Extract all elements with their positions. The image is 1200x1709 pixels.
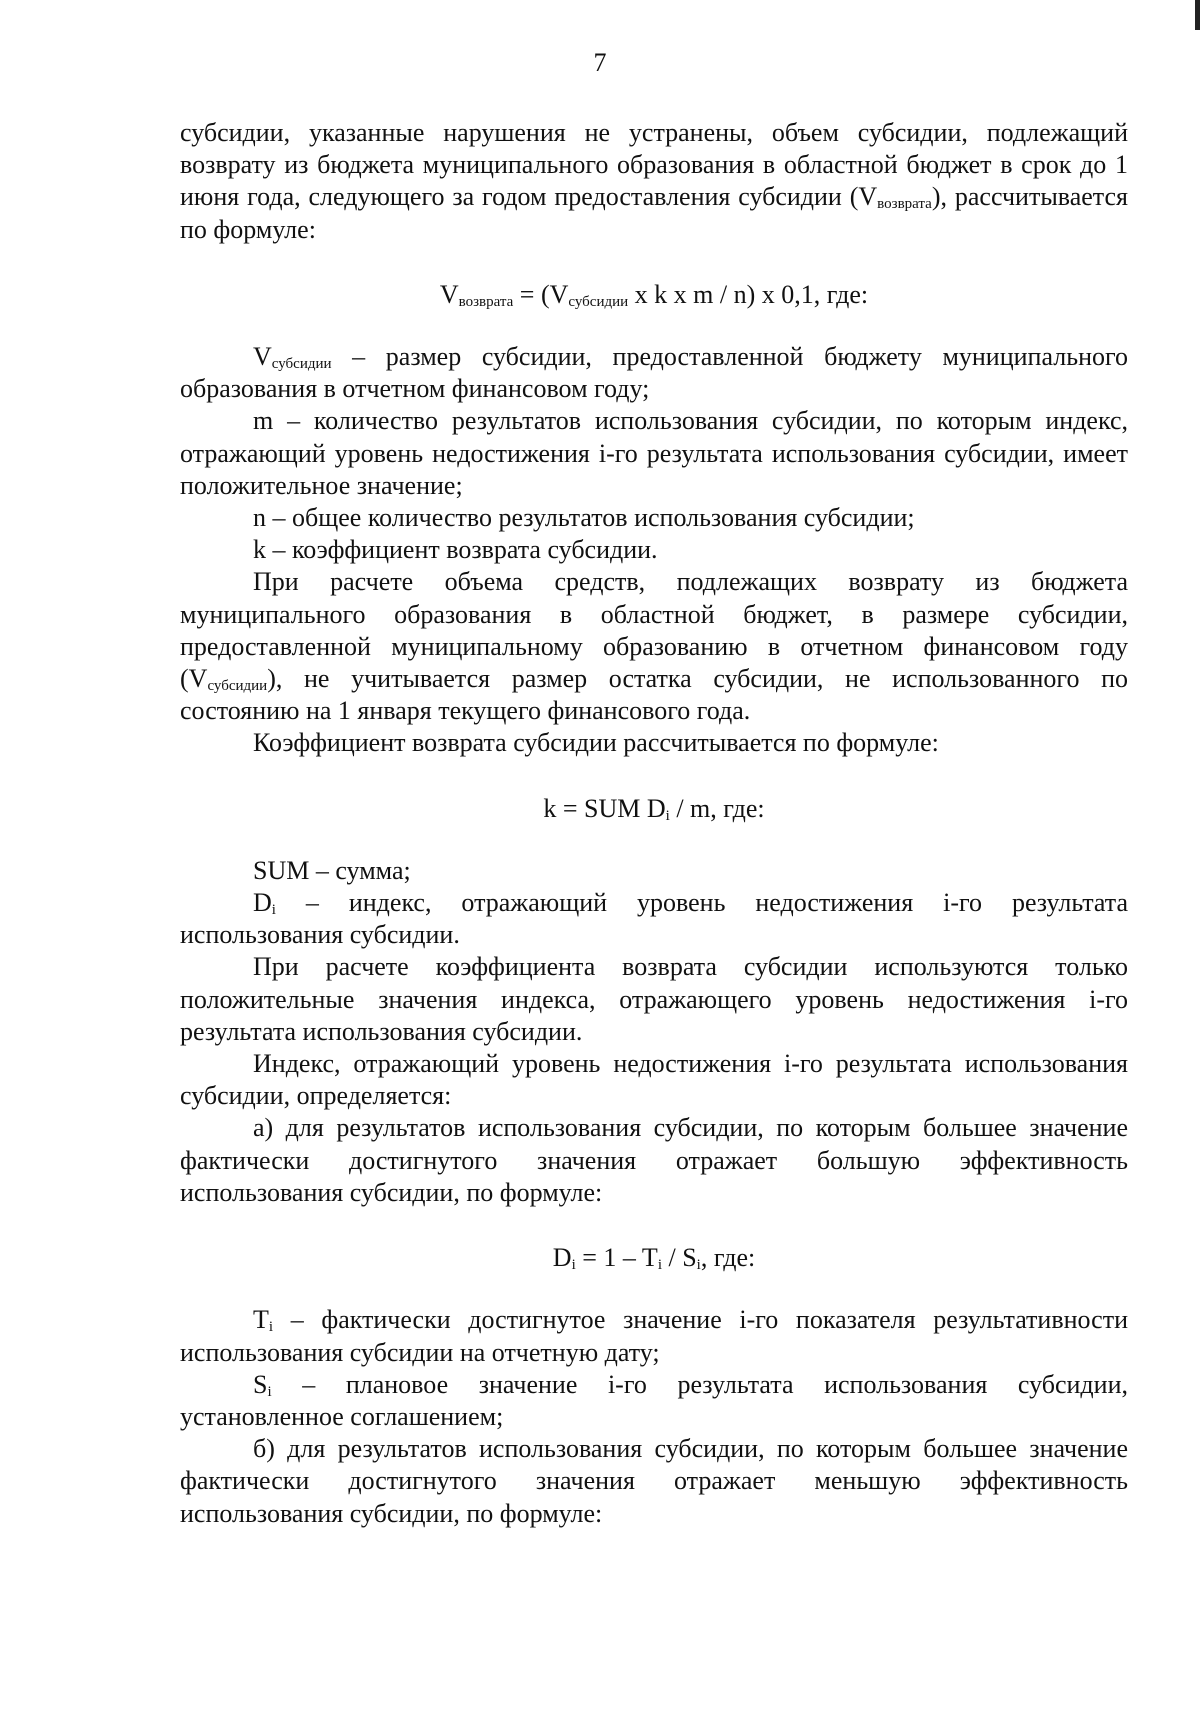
text-run: – плановое значение i-го результата использования субсидии, установленное соглашением; xyxy=(180,1369,1128,1431)
text-run: , где: xyxy=(700,1243,756,1273)
subscript-text: субсидии xyxy=(207,678,268,695)
paragraph xyxy=(180,1304,1128,1368)
subscript-text: i xyxy=(665,807,670,824)
text-run: – индекс, отражающий уровень недостижения i-го результата использования субсидии. xyxy=(180,888,1128,950)
text-run: D xyxy=(253,888,272,918)
text-run: V xyxy=(253,342,272,372)
text-run: При расчете объема средств, подлежащих возврату из бюджета муниципального образования в областной бюджет, в размере субсидии, предоставленной муниципальному образованию в отчетном финансовом году (V xyxy=(180,567,1128,694)
subscript-text: возврата xyxy=(877,196,932,213)
subscript-text: субсидии xyxy=(271,356,332,373)
text-run: – размер субсидии, предоставленной бюджету муниципального образования в отчетном финансовом году; xyxy=(180,342,1128,404)
text-run: V xyxy=(439,279,459,309)
subscript-text: i xyxy=(696,1257,701,1274)
paragraph xyxy=(180,341,1128,405)
page-number: 7 xyxy=(593,48,607,77)
paragraph xyxy=(180,1048,1128,1112)
paragraph xyxy=(180,1433,1128,1530)
text-run: При расчете коэффициента возврата субсидии используются только положительные значения индекса, отражающего уровень недостижения i-го результата использования субсидии. xyxy=(180,952,1128,1046)
text-run: = 1 – T xyxy=(575,1243,658,1273)
text-run: D xyxy=(552,1243,572,1273)
text-run: а) для результатов использования субсидии, по которым большее значение фактически достигнутого значения отражает большую эффективность использования субсидии, по формуле: xyxy=(180,1113,1128,1207)
text-run: / S xyxy=(661,1243,697,1273)
paragraph xyxy=(180,855,1128,887)
subscript-text: i xyxy=(571,1257,576,1274)
subscript-text: субсидии xyxy=(568,293,629,310)
paragraph xyxy=(180,502,1128,534)
subscript-text: i xyxy=(271,902,276,919)
text-run: m – количество результатов использования субсидии, по которым индекс, отражающий уровень недостижения i-го результата использования субсидии, имеет положительное значение; xyxy=(180,406,1128,500)
paragraph xyxy=(180,405,1128,502)
text-run: k = SUM D xyxy=(543,793,666,823)
text-run: Индекс, отражающий уровень недостижения i-го результата использования субсидии, определяется: xyxy=(180,1049,1128,1111)
text-run: = (V xyxy=(513,279,569,309)
paragraph xyxy=(180,951,1128,1048)
paragraph xyxy=(180,727,1128,759)
paragraph xyxy=(180,1369,1128,1433)
text-run: субсидии, указанные нарушения не устранены, объем субсидии, подлежащий возврату из бюджета муниципального образования в областной бюджет в срок до 1 июня года, следующего за годом предоставления субсидии (V xyxy=(180,118,1128,212)
text-run: S xyxy=(253,1369,268,1399)
text-run: ), не учитывается размер остатка субсидии, не использованного по состоянию на 1 января текущего финансового года. xyxy=(180,664,1128,726)
formula-line xyxy=(180,279,1128,311)
paragraph xyxy=(180,117,1128,246)
text-run: – фактически достигнутое значение i-го показателя результативности использования субсидии на отчетную дату; xyxy=(180,1305,1128,1367)
document-body xyxy=(180,117,1128,1530)
paragraph xyxy=(180,887,1128,951)
paragraph xyxy=(180,1112,1128,1209)
subscript-text: i xyxy=(268,1319,274,1336)
text-run: Коэффициент возврата субсидии рассчитывается по формуле: xyxy=(253,728,939,758)
text-run: k – коэффициент возврата субсидии. xyxy=(253,535,658,565)
subscript-text: i xyxy=(657,1257,662,1274)
text-run: / m, где: xyxy=(669,793,765,823)
text-run: x k x m / n) x 0,1, где: xyxy=(628,279,869,309)
text-run: n – общее количество результатов использования субсидии; xyxy=(253,503,915,533)
scan-edge-mark xyxy=(1195,0,1200,30)
text-run: б) для результатов использования субсидии, по которым большее значение фактически достигнутого значения отражает меньшую эффективность использования субсидии, по формуле: xyxy=(180,1434,1128,1528)
subscript-text: возврата xyxy=(458,293,514,310)
paragraph xyxy=(180,534,1128,566)
formula-line xyxy=(180,793,1128,825)
text-run: T xyxy=(253,1305,269,1335)
text-run: SUM – сумма; xyxy=(253,855,411,885)
subscript-text: i xyxy=(267,1383,272,1400)
text-run: ), рассчитывается по формуле: xyxy=(180,182,1128,244)
formula-line xyxy=(180,1242,1128,1274)
paragraph xyxy=(180,566,1128,727)
